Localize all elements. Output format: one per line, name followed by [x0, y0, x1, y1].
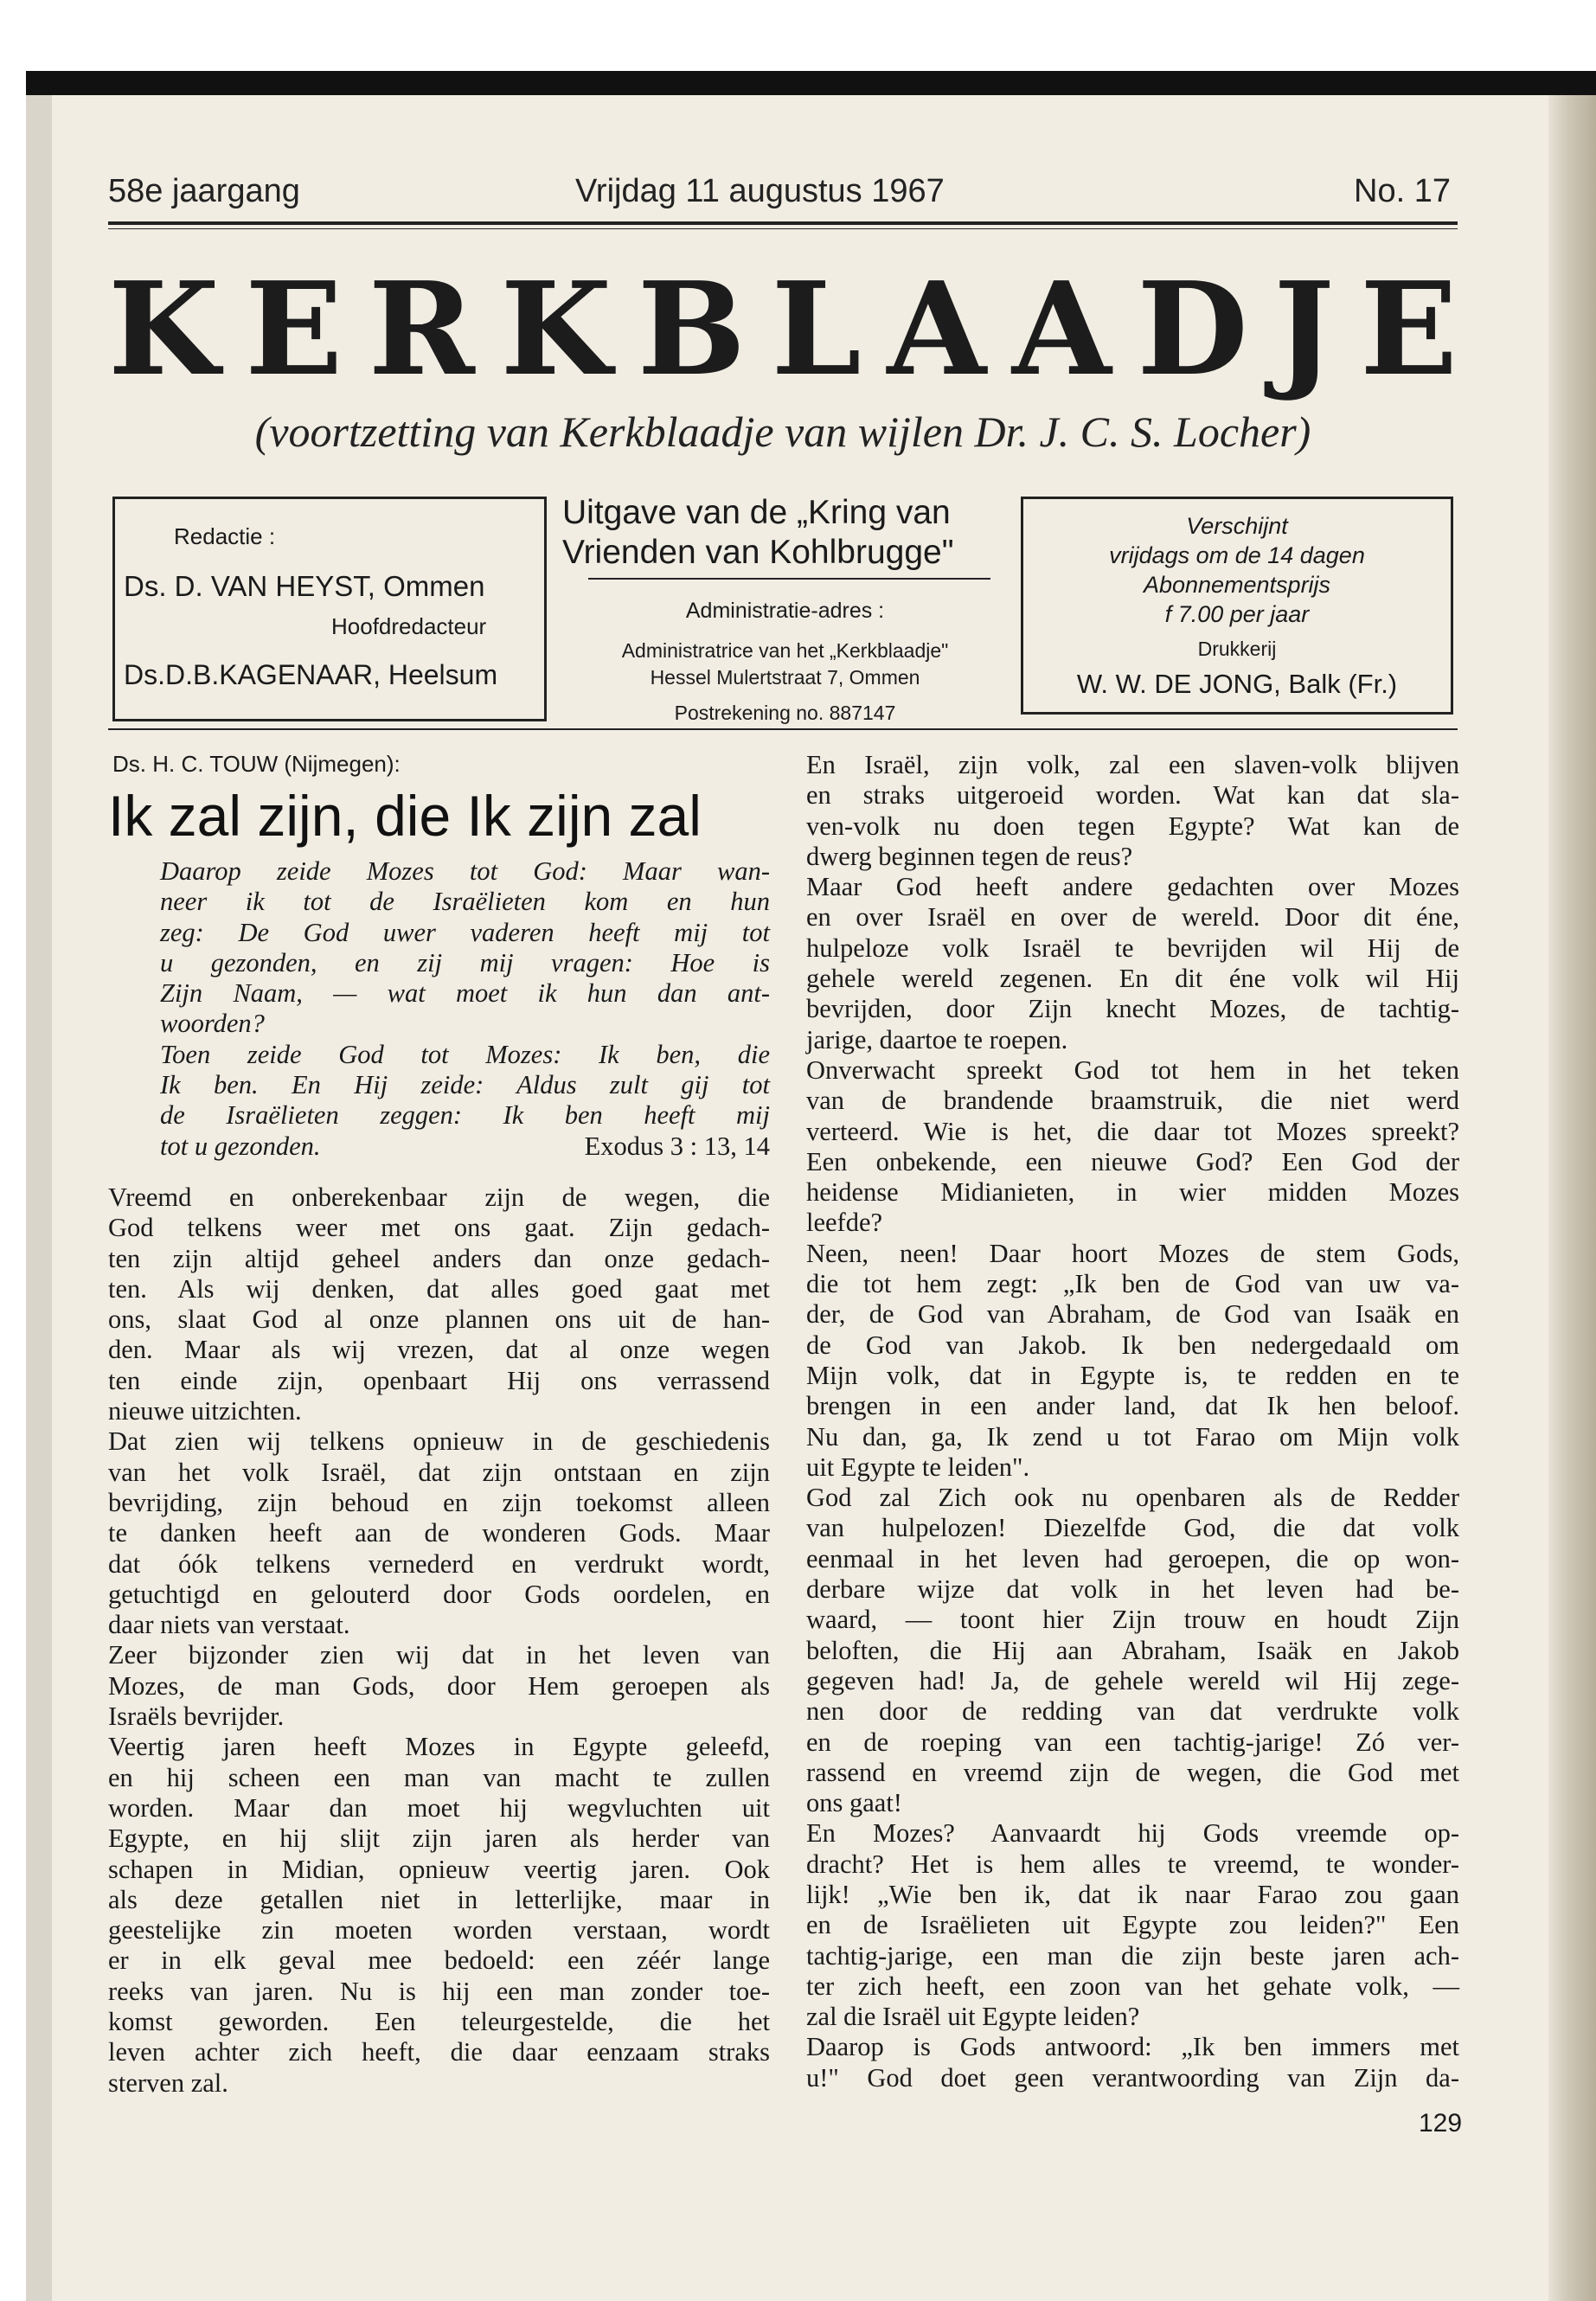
body-line: u!" God doet geen verantwoording van Zijn da-	[806, 2062, 1459, 2093]
body-line: ten zijn altijd geheel anders dan onze gedach-	[108, 1243, 770, 1273]
quote-line: de Israëlieten zeggen: Ik ben heeft mij	[160, 1100, 770, 1131]
printer-name: W. W. DE JONG, Balk (Fr.)	[1076, 669, 1398, 699]
body-line: God telkens weer met ons gaat. Zijn gedach-	[108, 1213, 770, 1243]
body-line: eenmaal in het leven had geroepen, die op won-	[806, 1543, 1459, 1574]
admin-line-1: Administratrice van het „Kerkblaadje"	[621, 639, 949, 662]
body-line: zal die Israël uit Egypte leiden?	[806, 2002, 1140, 2032]
subscription-box	[1021, 497, 1453, 715]
body-line: ons, slaat God al onze plannen ons uit de han-	[108, 1304, 770, 1335]
body-line: bevrijden, door Zijn knecht Mozes, de tachtig-	[806, 994, 1459, 1024]
quote-line: tot u gezonden.	[160, 1131, 321, 1161]
postal-account: Postrekening no. 887147	[674, 702, 896, 724]
body-line: als deze getallen niet in letterlijke, maar in	[108, 1884, 770, 1914]
quote-line: Toen zeide God tot Mozes: Ik ben, die	[160, 1039, 770, 1069]
body-line: en hij scheen een man van macht te zullen	[108, 1762, 770, 1792]
body-line: dracht? Het is hem alles te vreemd, te wonder-	[806, 1849, 1459, 1879]
body-line: van de brandende braamstruik, die niet werd	[806, 1086, 1459, 1116]
quote-line: Daarop zeide Mozes tot God: Maar wan-	[160, 856, 770, 886]
editorial-box	[112, 497, 547, 721]
masthead-letter: K	[108, 253, 220, 404]
body-line: hulpeloze volk Israël te bevrijden wil Hij de	[806, 933, 1459, 963]
body-line: ten einde zijn, openbaart Hij ons verrassend	[108, 1365, 770, 1395]
body-line: En Israël, zijn volk, zal een slaven-volk blijven	[806, 750, 1459, 779]
body-line: bevrijding, zijn behoud en zijn toekomst alleen	[108, 1487, 770, 1517]
masthead-letter: E	[245, 253, 343, 404]
quote-line: zeg: De God uwer vaderen heeft mij tot	[160, 917, 770, 947]
quote-line: u gezonden, en zij mij vragen: Hoe is	[160, 947, 770, 977]
scripture-reference: Exodus 3 : 13, 14	[584, 1131, 770, 1161]
body-line: Egypte, en hij slijt zijn jaren als herder van	[108, 1823, 770, 1854]
scripture-quote	[108, 856, 770, 1162]
body-line: en over Israël en over de wereld. Door dit éne,	[806, 902, 1459, 933]
body-line: sterven zal.	[108, 2067, 228, 2098]
subscription-label: Abonnementsprijs	[1143, 572, 1331, 598]
masthead-letter: E	[1360, 253, 1458, 404]
body-line: Vreemd en onberekenbaar zijn de wegen, die	[108, 1182, 770, 1212]
body-line: lijk! „Wie ben ik, dat ik naar Farao zou gaan	[806, 1879, 1459, 1909]
body-line: die tot hem zegt: „Ik ben de God van uw va-	[806, 1269, 1459, 1299]
body-line: gehele wereld zegenen. En dit éne volk wil Hij	[806, 964, 1459, 994]
body-line: ven-volk nu doen tegen Egypte? Wat kan de	[806, 811, 1459, 841]
body-line: komst geworden. Een teleurgestelde, die het	[108, 2006, 770, 2036]
body-line: ter zich heeft, een zoon van het gehate volk, —	[806, 1971, 1459, 2001]
body-line: rassend en vreemd zijn de wegen, die God met	[806, 1757, 1459, 1787]
body-line: en de roeping van een tachtig-jarige! Zó ver-	[806, 1727, 1459, 1757]
redactie-label: Redactie :	[174, 523, 276, 549]
body-line: der, de God van Abraham, de God van Isaäk en	[806, 1299, 1459, 1330]
publisher-line-2: Vrienden van Kohlbrugge"	[562, 534, 954, 571]
header-rule-thin	[108, 228, 1458, 229]
body-line: en de Israëlieten uit Egypte zou leiden?" Een	[806, 1910, 1459, 1940]
body-line: derbare wijze dat volk in het leven had be-	[806, 1574, 1459, 1605]
subscription-price: f 7.00 per jaar	[1164, 601, 1310, 627]
body-line: nieuwe uitzichten.	[108, 1396, 302, 1426]
article-byline: Ds. H. C. TOUW (Nijmegen):	[112, 751, 401, 777]
header-rule	[108, 221, 1458, 225]
body-line: God zal Zich ook nu openbaren als de Redder	[806, 1483, 1459, 1513]
body-line: Nu dan, ga, Ik zend u tot Farao om Mijn volk	[806, 1421, 1459, 1452]
article-column-left	[108, 856, 770, 2099]
body-line: geestelijke zin moeten worden verstaan, wordt	[108, 1915, 770, 1945]
publisher-rule	[588, 578, 990, 580]
article-column-right	[806, 750, 1459, 2093]
masthead-letter: R	[368, 253, 475, 404]
body-line: brengen in een ander land, dat Ik hen beloof.	[806, 1391, 1459, 1421]
body-line: te danken heeft aan de wonderen Gods. Maar	[108, 1518, 770, 1548]
body-line: En Mozes? Aanvaardt hij Gods vreemde op-	[806, 1818, 1459, 1849]
body-line: schapen in Midian, opnieuw veertig jaren. Ook	[108, 1854, 770, 1884]
masthead-title	[108, 253, 1458, 404]
appears-frequency: vrijdags om de 14 dagen	[1109, 542, 1365, 568]
issue-date: Vrijdag 11 augustus 1967	[575, 173, 945, 209]
body-line: Een onbekende, een nieuwe God? Een God der	[806, 1146, 1459, 1176]
body-line: Daarop is Gods antwoord: „Ik ben immers met	[806, 2032, 1459, 2062]
issue-number: No. 17	[1354, 173, 1451, 209]
masthead-letter: B	[637, 253, 746, 404]
appears-label: Verschijnt	[1186, 513, 1288, 539]
body-line: reeks van jaren. Nu is hij een man zonder toe-	[108, 1976, 770, 2006]
volume-label: 58e jaargang	[108, 173, 300, 209]
body-line: leven achter zich heeft, die daar eenzaam straks	[108, 2037, 770, 2067]
masthead-letter: J	[1273, 253, 1335, 404]
quote-line: Ik ben. En Hij zeide: Aldus zult gij tot	[160, 1070, 770, 1100]
masthead-subtitle: (voortzetting van Kerkblaadje van wijlen Dr. J. C. S. Locher)	[254, 407, 1311, 456]
scan-border-left	[26, 95, 52, 2301]
quote-line: woorden?	[160, 1009, 265, 1039]
body-line: gegeven had! Ja, de gehele wereld wil Hij zege-	[806, 1665, 1459, 1695]
publisher-line-1: Uitgave van de „Kring van	[562, 494, 951, 531]
publisher-info	[554, 493, 1016, 725]
body-line: tachtig-jarige, een man die zijn beste jaren ach-	[806, 1940, 1459, 1971]
body-line: Zeer bijzonder zien wij dat in het leven van	[108, 1640, 770, 1670]
left-body	[108, 1183, 770, 2099]
body-line: Onverwacht spreekt God tot hem in het teken	[806, 1054, 1459, 1085]
body-line: en straks uitgeroeid worden. Wat kan dat sla-	[806, 780, 1459, 811]
article-title: Ik zal zijn, die Ik zijn zal	[108, 784, 702, 848]
body-line: dat óók telkens vernederd en verdrukt wordt,	[108, 1548, 770, 1579]
body-line: Mijn volk, dat in Egypte is, te redden en te	[806, 1360, 1459, 1390]
body-line: Maar God heeft andere gedachten over Mozes	[806, 872, 1459, 902]
body-line: uit Egypte te leiden".	[806, 1452, 1030, 1482]
scan-border-top	[26, 71, 1596, 95]
body-line: getuchtigd en gelouterd door Gods oordelen, en	[108, 1579, 770, 1609]
body-line: jarige, daartoe te roepen.	[806, 1024, 1068, 1054]
quote-line: neer ik tot de Israëlieten kom en hun	[160, 887, 770, 917]
body-line: waard, — toont hier Zijn trouw en houdt Zijn	[806, 1605, 1459, 1635]
masthead-letter: A	[1011, 253, 1112, 404]
body-line: Mozes, de man Gods, door Hem geroepen als	[108, 1670, 770, 1701]
editor-1: Ds. D. VAN HEYST, Ommen	[124, 570, 485, 602]
masthead-letter: K	[500, 253, 612, 404]
body-line: dwerg beginnen tegen de reus?	[806, 841, 1133, 871]
quote-line: Zijn Naam, — wat moet ik hun dan ant-	[160, 978, 770, 1009]
body-line: Neen, neen! Daar hoort Mozes de stem Gods,	[806, 1238, 1459, 1268]
body-line: nen door de redding van dat verdrukte volk	[806, 1696, 1459, 1727]
body-line: ons gaat!	[806, 1788, 902, 1818]
body-line: daar niets van verstaat.	[108, 1610, 350, 1640]
page-number: 129	[1419, 2109, 1463, 2138]
body-line: van hulpelozen! Diezelfde God, die dat volk	[806, 1513, 1459, 1543]
binding-spine	[1548, 95, 1596, 2301]
body-line: den. Maar als wij vrezen, dat al onze wegen	[108, 1335, 770, 1365]
body-line: heidense Midianieten, in wier midden Mozes	[806, 1177, 1459, 1208]
admin-label: Administratie-adres :	[685, 599, 885, 623]
body-line: verteerd. Wie is het, die daar tot Mozes spreekt?	[806, 1116, 1459, 1146]
section-rule	[108, 728, 1458, 730]
editor-1-role: Hoofdredacteur	[331, 613, 487, 639]
masthead-letter: L	[771, 253, 862, 404]
body-line: er in elk geval mee bedoeld: een zéér lange	[108, 1945, 770, 1976]
printer-label: Drukkerij	[1197, 638, 1277, 660]
body-line: Veertig jaren heeft Mozes in Egypte geleefd,	[108, 1732, 770, 1762]
body-line: van het volk Israël, dat zijn ontstaan en zijn	[108, 1457, 770, 1487]
masthead-letter: A	[887, 253, 987, 404]
quote-last-row	[160, 1131, 770, 1162]
body-line: Dat zien wij telkens opnieuw in de geschiedenis	[108, 1426, 770, 1457]
masthead-letter: D	[1137, 253, 1248, 404]
body-line: leefde?	[806, 1208, 883, 1238]
body-line: worden. Maar dan moet hij wegvluchten uit	[108, 1792, 770, 1823]
body-line: ten. Als wij denken, dat alles goed gaat met	[108, 1273, 770, 1304]
admin-line-2: Hessel Mulertstraat 7, Ommen	[650, 666, 920, 689]
editor-2: Ds.D.B.KAGENAAR, Heelsum	[124, 659, 498, 690]
body-line: de God van Jakob. Ik ben nedergedaald om	[806, 1330, 1459, 1360]
body-line: beloften, die Hij aan Abraham, Isaäk en Jakob	[806, 1635, 1459, 1665]
body-line: Israëls bevrijder.	[108, 1702, 285, 1732]
